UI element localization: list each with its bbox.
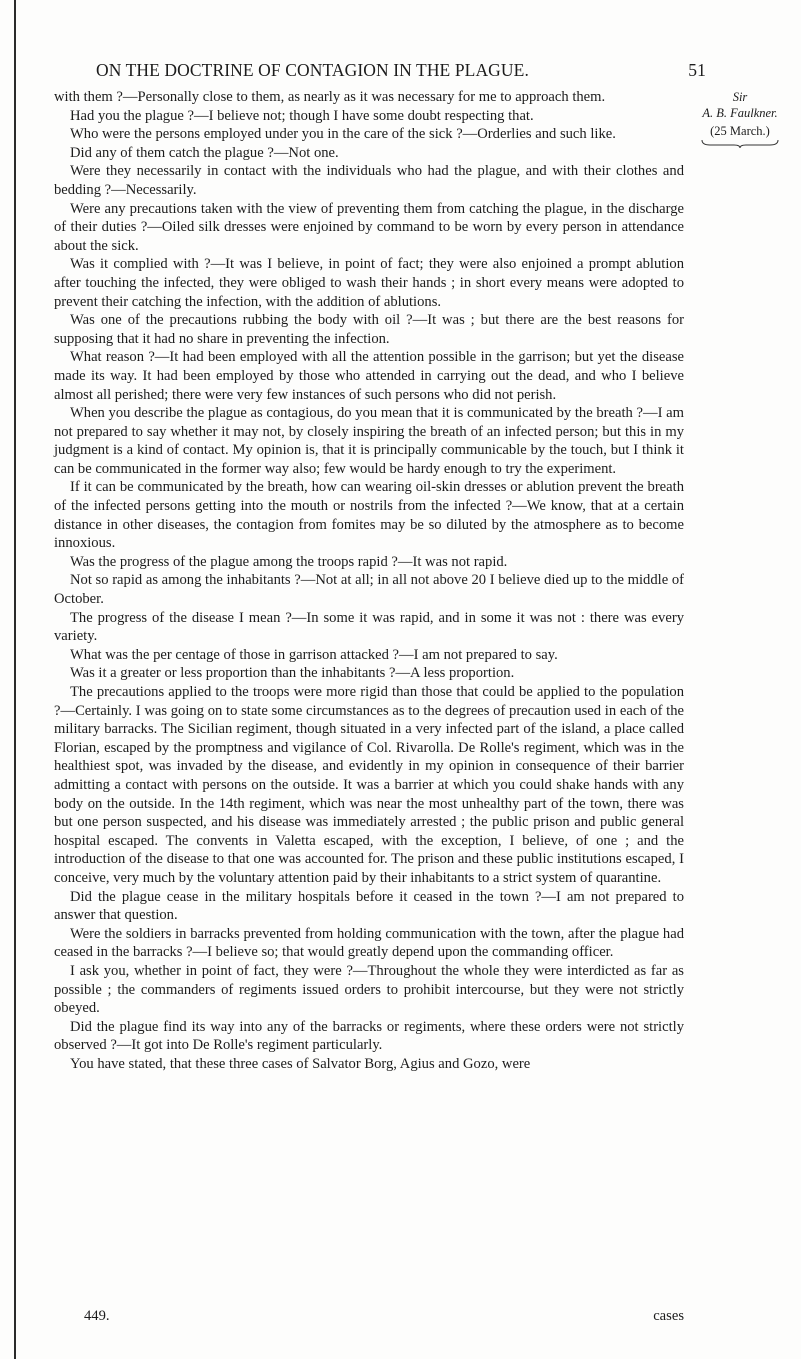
paragraph: If it can be communicated by the breath, how can wearing oil-skin dresses or ablution prevent the breath of the infected persons getting into the mouth or nostrils from the infected ?—We know, that at a certain distance in other diseases, the contagion from fomites may be so diluted by the atmosphere as to become innoxious. bbox=[54, 479, 684, 552]
paragraph: Had you the plague ?—I believe not; though I have some doubt respecting that. bbox=[70, 107, 534, 124]
paragraph: I ask you, whether in point of fact, they were ?—Throughout the whole they were interdicted as far as possible ; the commanders of regiments issued orders to prohibit intercourse, but they were not strictly obeyed. bbox=[54, 962, 684, 1017]
body-text bbox=[54, 88, 684, 1073]
paragraph: What was the per centage of those in garrison attacked ?—I am not prepared to say. bbox=[70, 646, 558, 663]
paragraph: Did any of them catch the plague ?—Not one. bbox=[70, 144, 339, 161]
paragraph: with them ?—Personally close to them, as nearly as it was necessary for me to approach them. bbox=[54, 89, 606, 105]
paragraph: When you describe the plague as contagious, do you mean that it is communicated by the breath ?—I am not prepared to say whether it may not, by closely inspiring the breath of an infected person; but this in my judgment is a kind of contact. My opinion is, that it is principally communicable by the touch, but I think it can be communicated in the former way also; few would be hardy enough to try the experiment. bbox=[54, 405, 684, 477]
paragraph: Was the progress of the plague among the troops rapid ?—It was not rapid. bbox=[70, 553, 508, 570]
paragraph: What reason ?—It had been employed with all the attention possible in the garrison; but yet the disease made its way. It had been employed by those who attended in carrying out the dead, and who I believe almost all perished; there were very few instances of such persons who did not perish. bbox=[54, 349, 684, 403]
page-number: 51 bbox=[688, 60, 706, 80]
margin-note-date: (25 March.) bbox=[710, 124, 770, 138]
paragraph: Who were the persons employed under you in the care of the sick ?—Orderlies and such like. bbox=[70, 126, 616, 143]
paragraph: Were the soldiers in barracks prevented from holding communication with the town, after the plague had ceased in the barracks ?—I believe so; that would greatly depend upon the commanding officer. bbox=[54, 925, 684, 961]
paragraph: The precautions applied to the troops were more rigid than those that could be applied to the population ?—Certainly. I was going on to state some circumstances as to the degrees of precaution used in each of the military barracks. The Sicilian regiment, though situated in a very infected part of the island, a place called Florian, escaped by the promptness and vigilance of Col. Rivarolla. De Rolle's regiment, which was in the healthiest spot, was invaded by the disease, and evidently in my opinion in consequence of their barrier admitting a contact with persons on the outside. It was a barrier at which you could shake hands with any body on the outside. In the 14th regiment, which was near the most unhealthy part of the town, there was but one person suspected, and his disease was immediately arrested ; the public prison and public general hospital escaped. The convents in Valetta escaped, with the exception, I believe, of one ; and the introduction of the disease to that one was accounted for. The prison and these public institutions escaped, I conceive, very much by the voluntary attention paid by their inhabitants to a strict system of quarantine. bbox=[54, 684, 684, 886]
signature-mark: 449. bbox=[84, 1308, 110, 1324]
paragraph: Did the plague cease in the military hospitals before it ceased in the town ?—I am not prepared to answer that question. bbox=[54, 888, 684, 924]
paragraph: Was it complied with ?—It was I believe, in point of fact; they were also enjoined a prompt ablution after touching the infected, they were obliged to wash their hands ; in short every means were adopted to prevent their catching the infection, with the addition of ablutions. bbox=[54, 256, 684, 310]
binding-edge-line bbox=[14, 0, 16, 1359]
paragraph: Was it a greater or less proportion than the inhabitants ?—A less proportion. bbox=[70, 665, 515, 682]
margin-note bbox=[690, 89, 790, 149]
catchword: cases bbox=[653, 1308, 684, 1324]
paragraph: Were any precautions taken with the view of preventing them from catching the plague, in the discharge of their duties ?—Oiled silk dresses were enjoined by command to be worn by every person in attendance about the sick. bbox=[54, 200, 684, 254]
paragraph: The progress of the disease I mean ?—In some it was rapid, and in some it was not : there was every variety. bbox=[54, 609, 684, 645]
paragraph: You have stated, that these three cases of Salvator Borg, Agius and Gozo, were bbox=[70, 1055, 531, 1072]
margin-note-witness: A. B. Faulkner. bbox=[702, 106, 778, 120]
margin-note-title: Sir bbox=[732, 90, 748, 104]
paragraph: Were they necessarily in contact with the individuals who had the plague, and with their clothes and bedding ?—Necessarily. bbox=[54, 163, 684, 198]
paragraph: Did the plague find its way into any of the barracks or regiments, where these orders were not strictly observed ?—It got into De Rolle's regiment particularly. bbox=[54, 1018, 684, 1054]
running-title: ON THE DOCTRINE OF CONTAGION IN THE PLAGUE. bbox=[96, 60, 529, 80]
paragraph: Not so rapid as among the inhabitants ?—Not at all; in all not above 20 I believe died up to the middle of October. bbox=[54, 572, 684, 608]
curly-brace-icon bbox=[700, 139, 780, 149]
paragraph: Was one of the precautions rubbing the body with oil ?—It was ; but there are the best reasons for supposing that it had no share in preventing the infection. bbox=[54, 312, 684, 347]
